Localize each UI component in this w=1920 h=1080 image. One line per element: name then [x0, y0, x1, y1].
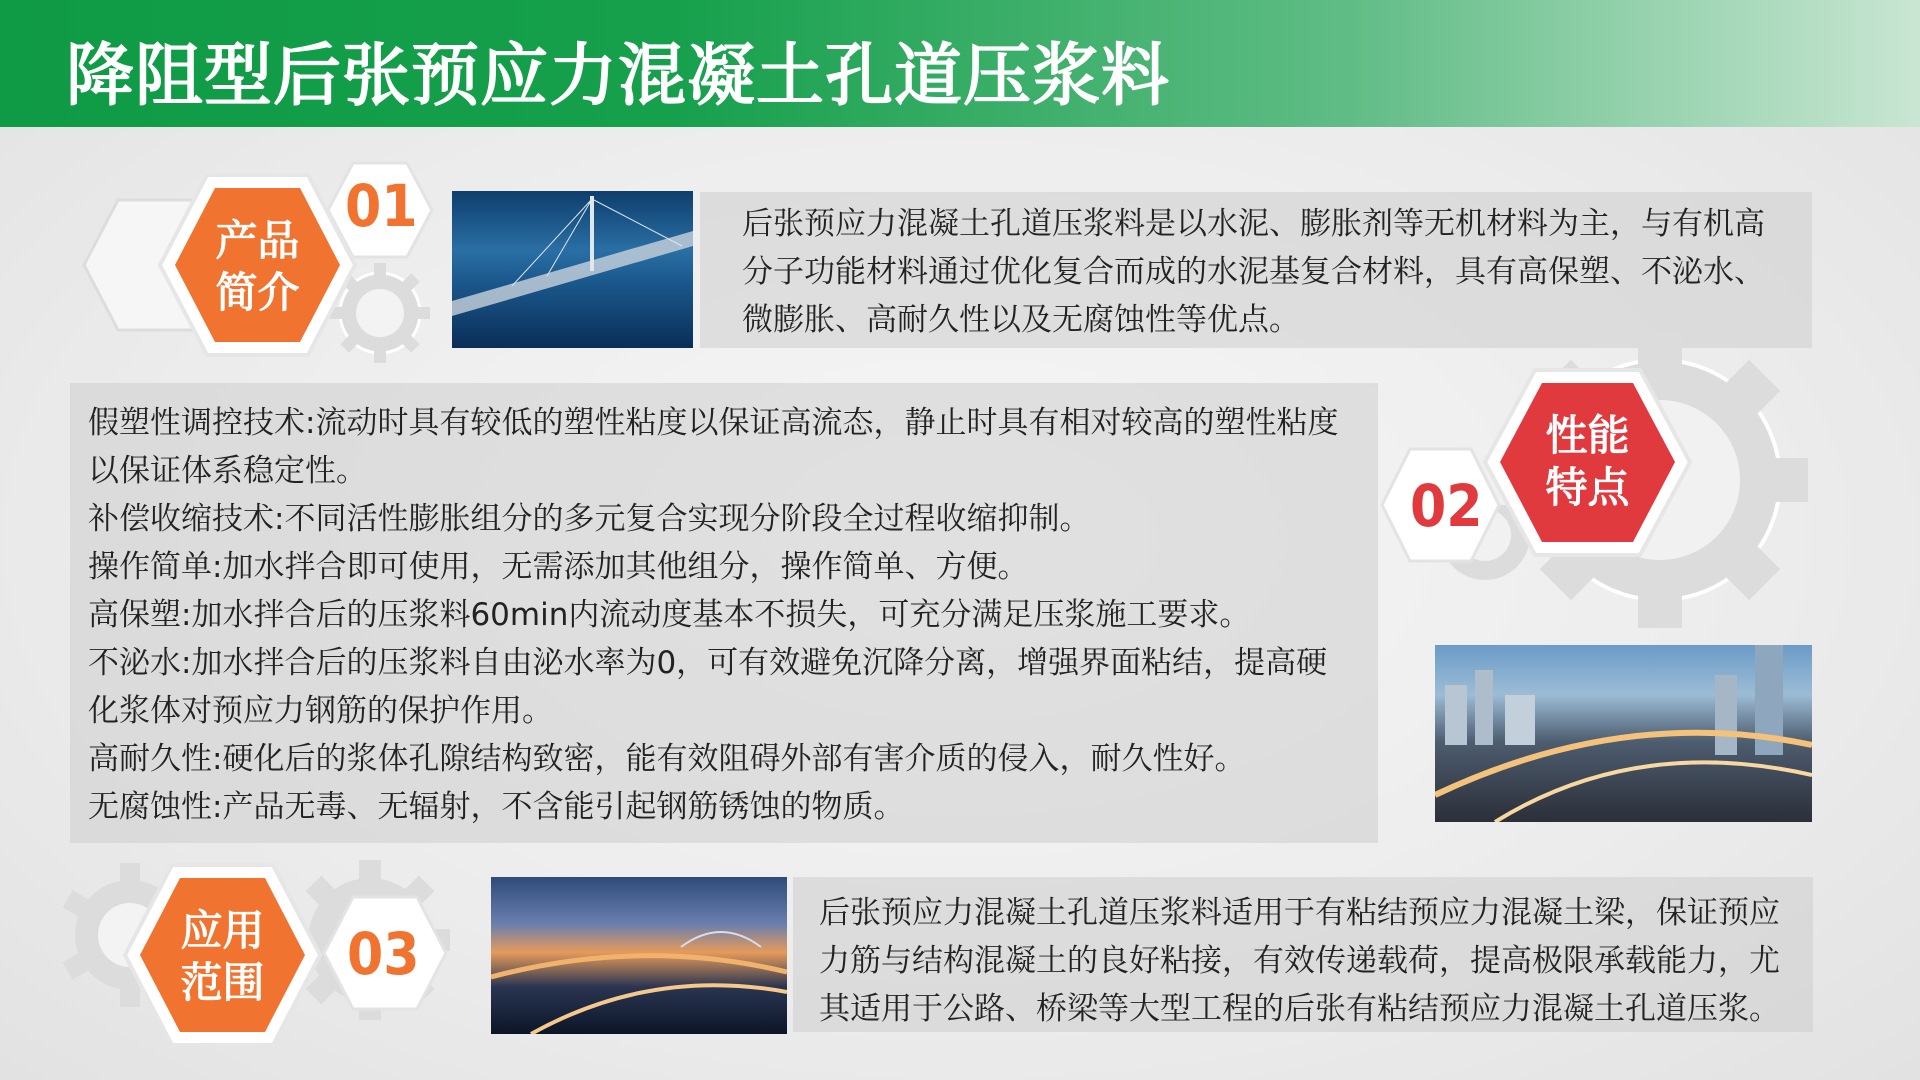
badge-label-line1: 应用 [180, 906, 265, 955]
sunset-bridge-photo [491, 877, 787, 1034]
badge-label-line2: 特点 [1545, 463, 1630, 512]
badge-label-line2: 简介 [215, 268, 300, 317]
feature-item: 补偿收缩技术:不同活性膨胀组分的多元复合实现分阶段全过程收缩抑制。 [88, 501, 1091, 537]
feature-item: 高耐久性:硬化后的浆体孔隙结构致密，能有效阻碍外部有害介质的侵入，耐久性好。 [88, 741, 1246, 777]
section-number-02: 02 [1410, 472, 1483, 540]
badge-label-application [165, 905, 280, 1009]
section-number-01: 01 [345, 172, 418, 240]
application-text-panel: 后张预应力混凝土孔道压浆料适用于有粘结预应力混凝土梁，保证预应力筋与结构混凝土的良好粘接，有效传递载荷，提高极限承载能力，尤其适用于公路、桥梁等大型工程的后张有粘结预应力混凝土孔道压浆。 [793, 877, 1813, 1032]
feature-item: 高保塑:加水拌合后的压浆料60min内流动度基本不损失，可充分满足压浆施工要求。 [88, 597, 1251, 633]
page-title: 降阻型后张预应力混凝土孔道压浆料 [66, 37, 1171, 116]
feature-item: 不泌水:加水拌合后的压浆料自由泌水率为0，可有效避免沉降分离，增强界面粘结，提高硬化浆体对预应力钢筋的保护作用。 [88, 645, 1328, 729]
feature-item: 无腐蚀性:产品无毒、无辐射，不含能引起钢筋锈蚀的物质。 [88, 789, 905, 825]
badge-label-features [1530, 410, 1645, 514]
badge-label-intro [200, 215, 315, 319]
header-bar [0, 0, 1920, 127]
features-text-panel [70, 383, 1378, 843]
badge-label-line1: 性能 [1545, 411, 1630, 460]
badge-label-line1: 产品 [215, 216, 300, 265]
intro-text-panel: 后张预应力混凝土孔道压浆料是以水泥、膨胀剂等无机材料为主，与有机高分子功能材料通过优化复合而成的水泥基复合材料，具有高保塑、不泌水、微膨胀、高耐久性以及无腐蚀性等优点。 [700, 192, 1812, 348]
section-number-03: 03 [347, 920, 420, 988]
badge-label-line2: 范围 [180, 958, 265, 1007]
bridge-photo [452, 191, 693, 348]
feature-item: 假塑性调控技术:流动时具有较低的塑性粘度以保证高流态，静止时具有相对较高的塑性粘度以保证体系稳定性。 [88, 405, 1339, 489]
feature-item: 操作简单:加水拌合即可使用，无需添加其他组分，操作简单、方便。 [88, 549, 1029, 585]
city-photo [1435, 645, 1812, 822]
